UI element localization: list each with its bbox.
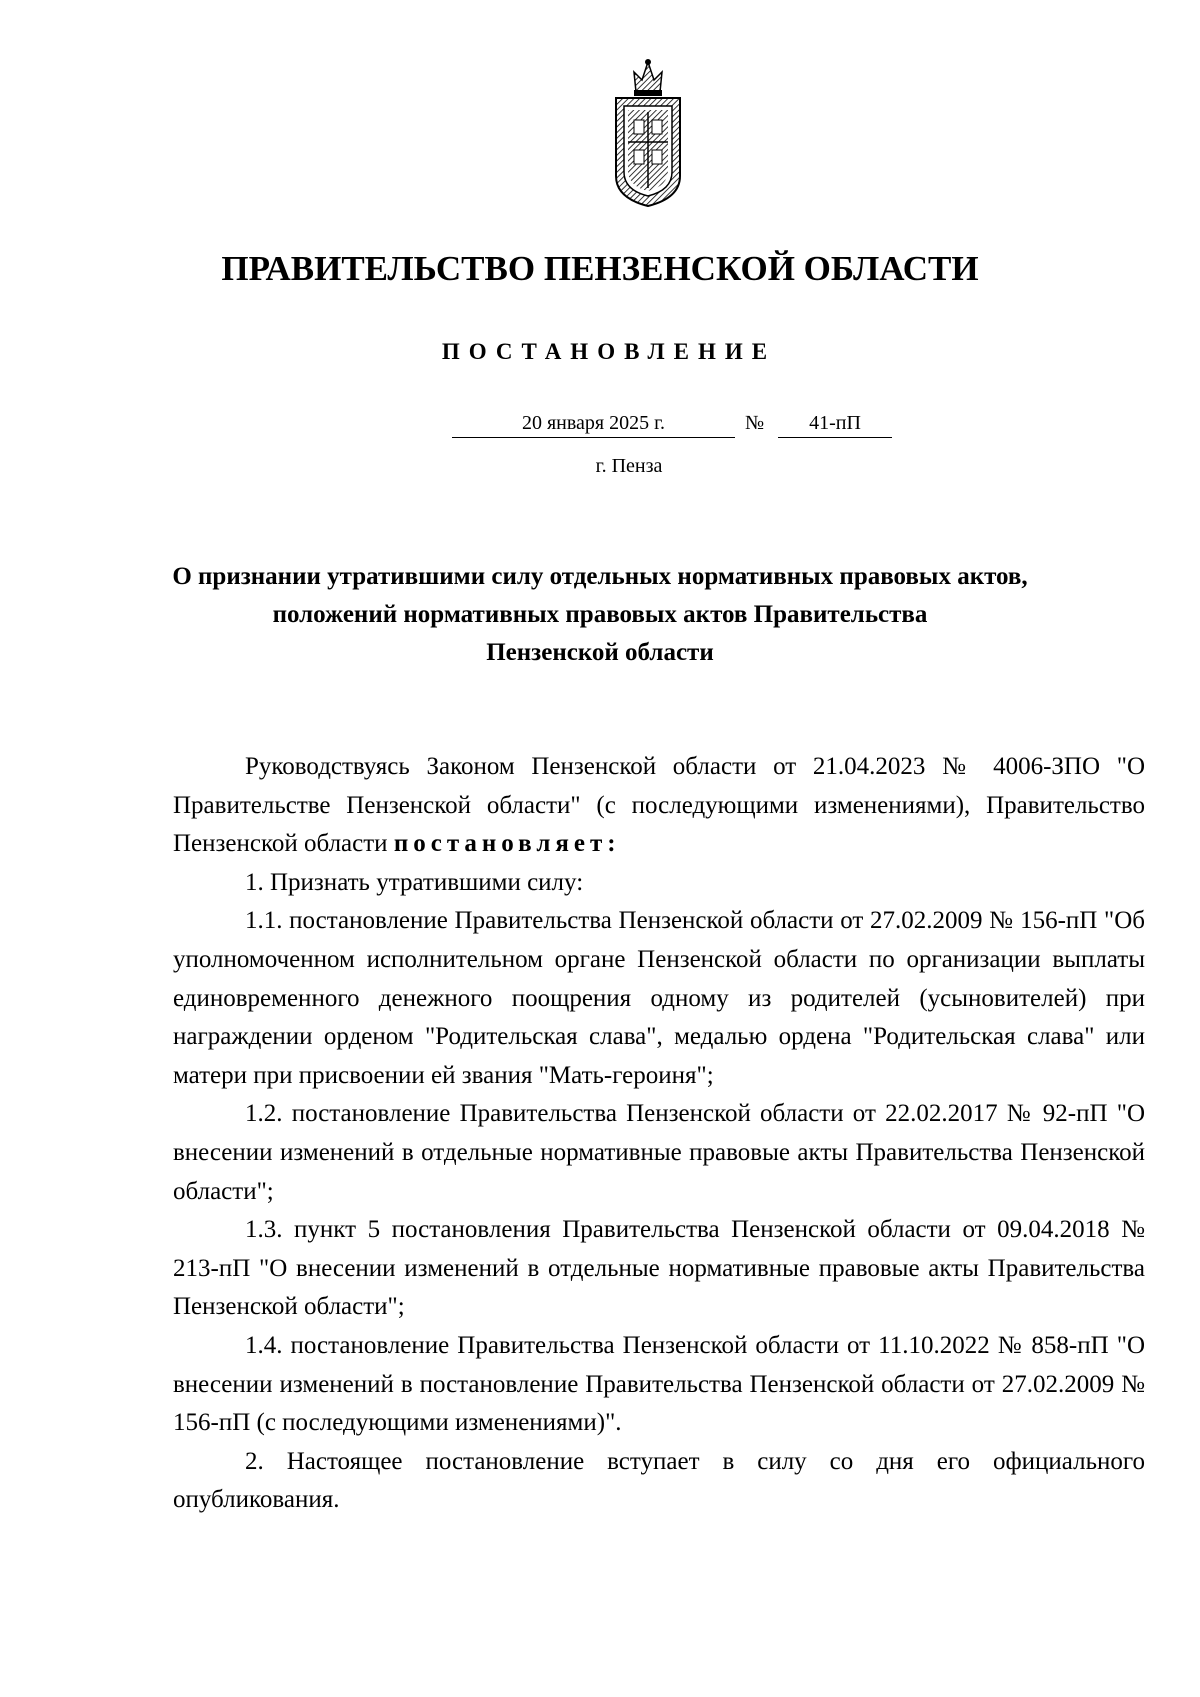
preamble-text: Руководствуясь Законом Пензенской области от 21.04.2023 № 4006-ЗПО "О Правительстве Пензенской области" (с последующими изменениями), Правительство Пензенской области <box>173 753 1145 858</box>
government-title: ПРАВИТЕЛЬСТВО ПЕНЗЕНСКОЙ ОБЛАСТИ <box>221 249 979 288</box>
item-1: 1. Признать утратившими силу: <box>245 868 584 896</box>
decree-word: постановляет: <box>393 830 621 858</box>
subject-line: О признании утратившими силу отдельных нормативных правовых актов, <box>172 563 1028 590</box>
document-city: г. Пенза <box>595 455 663 477</box>
document-type: ПОСТАНОВЛЕНИЕ <box>441 339 777 364</box>
subject-line: положений нормативных правовых актов Правительства <box>272 601 928 628</box>
document-body <box>173 748 1145 1520</box>
item-1-1: 1.1. постановление Правительства Пензенской области от 27.02.2009 № 156-пП "Об уполномоченном исполнительном органе Пензенской области по организации выплаты единовременного денежного поощрения одному из родителей (усыновителей) при награждении орденом "Родительская слава", медалью ордена "Родительская слава" или матери при присвоении ей звания "Мать-героиня"; <box>173 907 1145 1089</box>
item-1-2: 1.2. постановление Правительства Пензенской области от 22.02.2017 № 92-пП "О внесении изменений в отдельные нормативные правовые акты Правительства Пензенской области"; <box>173 1100 1145 1205</box>
preamble-paragraph <box>173 748 1145 864</box>
item-1-3: 1.3. пункт 5 постановления Правительства Пензенской области от 09.04.2018 № 213-пП "О внесении изменений в отдельные нормативные правовые акты Правительства Пензенской области"; <box>173 1216 1145 1321</box>
document-date: 20 января 2025 г. <box>452 410 735 438</box>
number-sign: № <box>745 412 765 434</box>
coat-of-arms-icon <box>606 58 690 210</box>
document-number: 41-пП <box>778 410 892 438</box>
item-2: 2. Настоящее постановление вступает в силу со дня его официального опубликования. <box>173 1447 1145 1514</box>
item-1-4: 1.4. постановление Правительства Пензенской области от 11.10.2022 № 858-пП "О внесении изменений в постановление Правительства Пензенской области от 27.02.2009 № 156-пП (с последующими изменениями)". <box>173 1331 1145 1437</box>
document-subject <box>150 558 1050 672</box>
subject-line: Пензенской области <box>486 639 714 666</box>
